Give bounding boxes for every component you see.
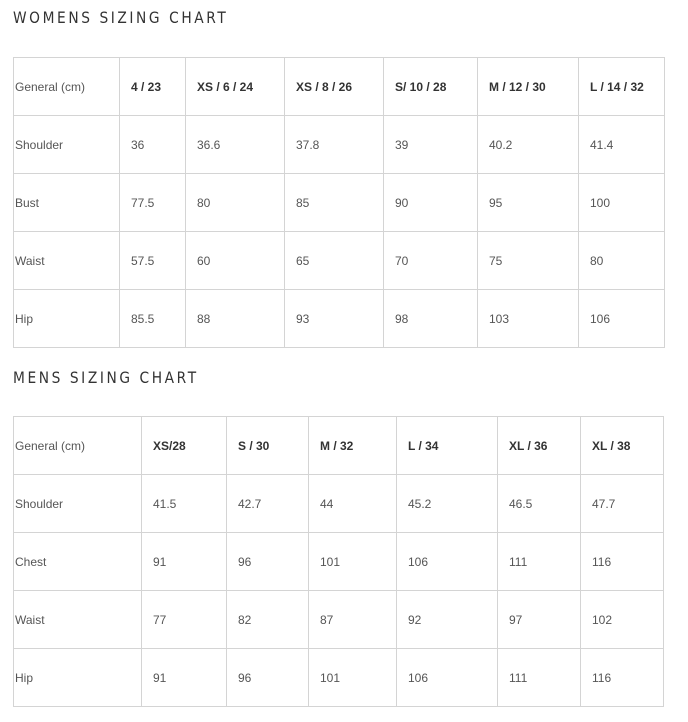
- header-cell-size: S/ 10 / 28: [384, 58, 478, 116]
- table-cell: 102: [581, 591, 664, 649]
- table-cell: 106: [397, 649, 498, 707]
- table-cell: 42.7: [227, 475, 309, 533]
- table-cell: 36.6: [186, 116, 285, 174]
- table-cell: 41.5: [142, 475, 227, 533]
- header-cell-size: S / 30: [227, 417, 309, 475]
- table-cell: 77.5: [120, 174, 186, 232]
- header-cell-size: XL / 36: [498, 417, 581, 475]
- header-cell-size: 4 / 23: [120, 58, 186, 116]
- table-cell: 40.2: [478, 116, 579, 174]
- table-cell: 91: [142, 649, 227, 707]
- table-cell: 80: [579, 232, 665, 290]
- header-cell-size: XS / 6 / 24: [186, 58, 285, 116]
- table-cell: 80: [186, 174, 285, 232]
- table-row: [14, 232, 665, 290]
- table-cell: 103: [478, 290, 579, 348]
- table-cell: 96: [227, 649, 309, 707]
- table-cell: 88: [186, 290, 285, 348]
- header-cell-general: General (cm): [14, 417, 142, 475]
- table-row: [14, 533, 664, 591]
- table-cell: 92: [397, 591, 498, 649]
- row-label-bust: Bust: [14, 174, 120, 232]
- table-cell: 95: [478, 174, 579, 232]
- table-cell: 37.8: [285, 116, 384, 174]
- table-cell: 101: [309, 649, 397, 707]
- table-row: [14, 290, 665, 348]
- table-row: [14, 649, 664, 707]
- table-cell: 85.5: [120, 290, 186, 348]
- row-label-shoulder: Shoulder: [14, 475, 142, 533]
- header-cell-general: General (cm): [14, 58, 120, 116]
- table-cell: 85: [285, 174, 384, 232]
- header-cell-size: XS/28: [142, 417, 227, 475]
- table-cell: 116: [581, 533, 664, 591]
- row-label-chest: Chest: [14, 533, 142, 591]
- mens-size-table: [13, 416, 664, 707]
- table-header-row: [14, 58, 665, 116]
- womens-chart-title: WOMENS SIZING CHART: [13, 8, 229, 27]
- table-cell: 39: [384, 116, 478, 174]
- header-cell-size: L / 34: [397, 417, 498, 475]
- table-cell: 70: [384, 232, 478, 290]
- womens-size-table: [13, 57, 665, 348]
- header-cell-size: M / 32: [309, 417, 397, 475]
- table-row: [14, 591, 664, 649]
- table-cell: 96: [227, 533, 309, 591]
- table-cell: 91: [142, 533, 227, 591]
- table-cell: 82: [227, 591, 309, 649]
- table-cell: 75: [478, 232, 579, 290]
- table-cell: 101: [309, 533, 397, 591]
- row-label-hip: Hip: [14, 649, 142, 707]
- table-cell: 97: [498, 591, 581, 649]
- mens-chart-title: MENS SIZING CHART: [13, 368, 199, 387]
- table-cell: 106: [397, 533, 498, 591]
- header-cell-size: XS / 8 / 26: [285, 58, 384, 116]
- table-cell: 57.5: [120, 232, 186, 290]
- row-label-hip: Hip: [14, 290, 120, 348]
- table-cell: 65: [285, 232, 384, 290]
- table-header-row: [14, 417, 664, 475]
- table-cell: 93: [285, 290, 384, 348]
- table-cell: 90: [384, 174, 478, 232]
- table-cell: 46.5: [498, 475, 581, 533]
- table-cell: 100: [579, 174, 665, 232]
- table-cell: 45.2: [397, 475, 498, 533]
- table-row: [14, 475, 664, 533]
- row-label-shoulder: Shoulder: [14, 116, 120, 174]
- table-cell: 116: [581, 649, 664, 707]
- table-cell: 87: [309, 591, 397, 649]
- table-cell: 111: [498, 649, 581, 707]
- table-cell: 77: [142, 591, 227, 649]
- table-row: [14, 174, 665, 232]
- table-cell: 41.4: [579, 116, 665, 174]
- table-cell: 47.7: [581, 475, 664, 533]
- row-label-waist: Waist: [14, 591, 142, 649]
- table-cell: 111: [498, 533, 581, 591]
- table-row: [14, 116, 665, 174]
- table-cell: 36: [120, 116, 186, 174]
- header-cell-size: L / 14 / 32: [579, 58, 665, 116]
- table-cell: 60: [186, 232, 285, 290]
- header-cell-size: XL / 38: [581, 417, 664, 475]
- header-cell-size: M / 12 / 30: [478, 58, 579, 116]
- table-cell: 106: [579, 290, 665, 348]
- table-cell: 98: [384, 290, 478, 348]
- row-label-waist: Waist: [14, 232, 120, 290]
- table-cell: 44: [309, 475, 397, 533]
